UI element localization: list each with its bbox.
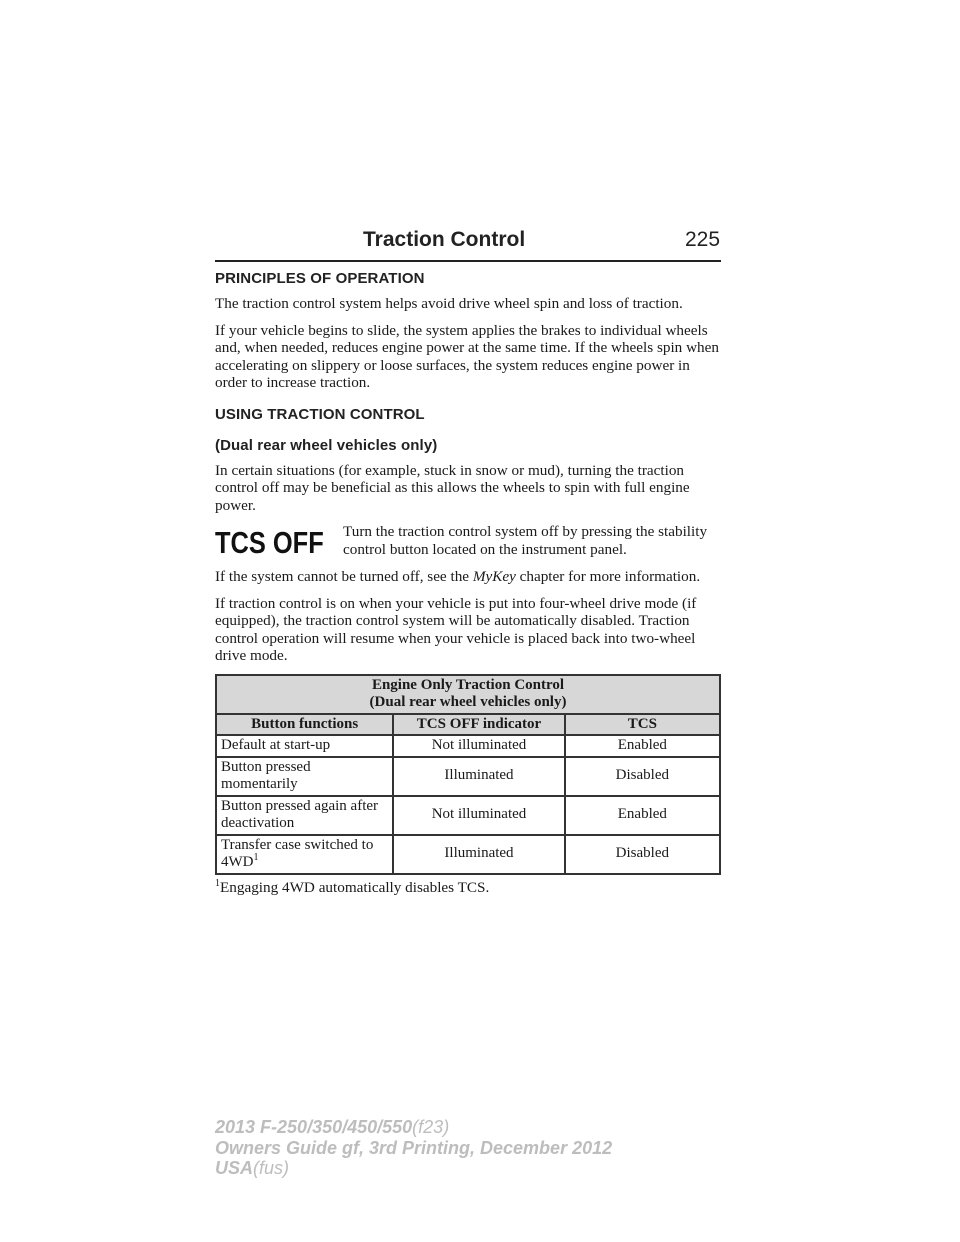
mykey-post: chapter for more information. [515, 568, 701, 585]
column-header-tcs: TCS [565, 714, 720, 736]
column-header-button-functions: Button functions [216, 714, 393, 736]
column-header-tcs-off-indicator: TCS OFF indicator [393, 714, 564, 736]
table-footnote [215, 879, 721, 897]
table-cell: Illuminated [393, 757, 564, 796]
table-cell: Enabled [565, 796, 720, 835]
table-caption-line-1: Engine Only Traction Control [371, 676, 565, 693]
footer-model-code: (f23) [412, 1117, 450, 1137]
tcs-off-indicator-icon: TCS OFF [215, 525, 324, 560]
table-row [216, 835, 720, 874]
footer-market-code: (fus) [253, 1158, 290, 1178]
table-cell: Illuminated [393, 835, 564, 874]
using-heading: USING TRACTION CONTROL [215, 405, 425, 423]
table-cell [216, 835, 393, 874]
table-cell: Not illuminated [393, 735, 564, 757]
table-cell: Button pressed momentarily [216, 757, 393, 796]
principles-paragraph-1: The traction control system helps avoid drive wheel spin and loss of traction. [215, 295, 683, 312]
table-cell: Enabled [565, 735, 720, 757]
table-cell-text: Transfer case switched to 4WD [221, 836, 374, 870]
mykey-paragraph [215, 568, 721, 586]
page-footer [215, 1117, 612, 1179]
table-caption [216, 675, 720, 714]
principles-paragraph-2: If your vehicle begins to slide, the system applies the brakes to individual wheels and, when needed, reduces engine power at the same time. If the wheels spin when accelerating on slippery or loose surfaces, the system reduces engine power in order to increase traction. [215, 321, 719, 391]
footer-model: 2013 F-250/350/450/550 [215, 1117, 413, 1137]
table-cell: Button pressed again after deactivation [216, 796, 393, 835]
traction-control-table [215, 674, 721, 875]
table-cell: Not illuminated [393, 796, 564, 835]
table-row [216, 735, 720, 757]
footnote-marker: 1 [253, 852, 259, 863]
page-number: 225 [685, 228, 721, 251]
dual-rear-heading: (Dual rear wheel vehicles only) [215, 436, 438, 454]
footnote-text: Engaging 4WD automatically disables TCS. [220, 878, 490, 896]
footnote-marker: 1 [215, 877, 220, 889]
table-row [216, 796, 720, 835]
page-content [215, 270, 721, 897]
page-header-title: Traction Control [363, 228, 526, 251]
using-paragraph-1: In certain situations (for example, stuck in snow or mud), turning the traction control off may be beneficial as this allows the wheels to spin with full engine power. [215, 461, 690, 514]
footer-market: USA [215, 1158, 254, 1178]
tcs-off-block [215, 523, 721, 559]
mykey-chapter-reference: MyKey [472, 568, 516, 585]
table-header-row [216, 714, 720, 736]
table-cell: Disabled [565, 757, 720, 796]
mykey-pre: If the system cannot be turned off, see the [215, 568, 473, 585]
tcs-off-description: Turn the traction control system off by pressing the stability control button located on the instrument panel. [343, 523, 708, 558]
header-divider [215, 260, 721, 262]
principles-heading: PRINCIPLES OF OPERATION [215, 270, 425, 287]
table-row [216, 757, 720, 796]
footer-printing: Owners Guide gf, 3rd Printing, December 2012 [215, 1137, 613, 1158]
four-wheel-drive-paragraph: If traction control is on when your vehicle is put into four-wheel drive mode (if equipped), the traction control system will be automatically disabled. Traction control operation will resume when your vehicle is placed back into two-wheel drive mode. [215, 594, 697, 664]
table-cell: Default at start-up [216, 735, 393, 757]
table-caption-line-2: (Dual rear wheel vehicles only) [369, 694, 567, 710]
table-cell: Disabled [565, 835, 720, 874]
